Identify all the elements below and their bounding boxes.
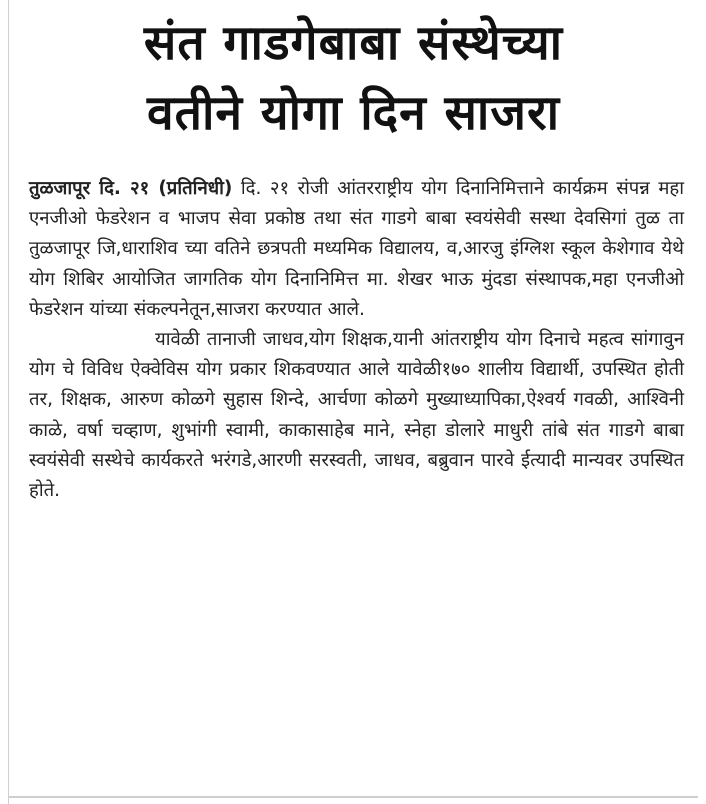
paragraph-1-text: दि. २१ रोजी आंतरराष्ट्रीय योग दिनानिमित्ताने कार्यक्रम संपन्न महा एनजीओ फेडरेशन व भाजप सेवा प्रकोष्ठ तथा संत गाडगे बाबा स्वयंसेवी सस्था देवसिगां तुळ ता तुळजापूर जि,धाराशिव च्या वतिने छत्रपती मध्यमिक विद्यालय, व,आरजु इंग्लिश स्कूल केशेगाव येथे योग शिबिर आयोजित जागतिक योग दिनानिमित्त मा. शेखर भाऊ मुंदडा संस्थापक,महा एनजीओ फेडरेशन यांच्या संकल्पनेतून,साजरा करण्यात आले. <box>29 178 684 320</box>
headline-line-1: संत गाडगेबाबा संस्थेच्या <box>143 15 564 71</box>
dateline: तुळजापूर दि. २१ (प्रतिनिधी) <box>29 178 233 199</box>
article-paragraph-1 <box>29 174 684 325</box>
headline-line-2: वतीने योगा दिन साजरा <box>146 85 561 141</box>
newspaper-clipping <box>8 0 698 804</box>
article-body <box>29 174 684 506</box>
article-paragraph-2: यावेळी तानाजी जाधव,योग शिक्षक,यानी आंतराष्ट्रीय योग दिनाचे महत्व सांगावुन योग चे विविध ऐक्वेविस योग प्रकार शिकवण्यात आले यावेळी१७० शालीय विद्यार्थी, उपस्थित होती तर, शिक्षक, आरुण कोळगे सुहास शिन्दे, आर्चणा कोळगे मुख्याध्यापिका,ऐश्वर्य गवळी, आश्विनी काळे, वर्षा चव्हाण, शुभांगी स्वामी, काकासाहेब माने, स्नेहा डोलारे माधुरी तांबे संत गाडगे बाबा स्वयंसेवी सस्थेचे कार्यकरते भरंगडे,आरणी सरस्वती, जाधव, बब्रुवान पारवे ईत्यादी मान्यवर उपस्थित होते. <box>29 329 684 502</box>
bottom-divider <box>9 796 698 798</box>
